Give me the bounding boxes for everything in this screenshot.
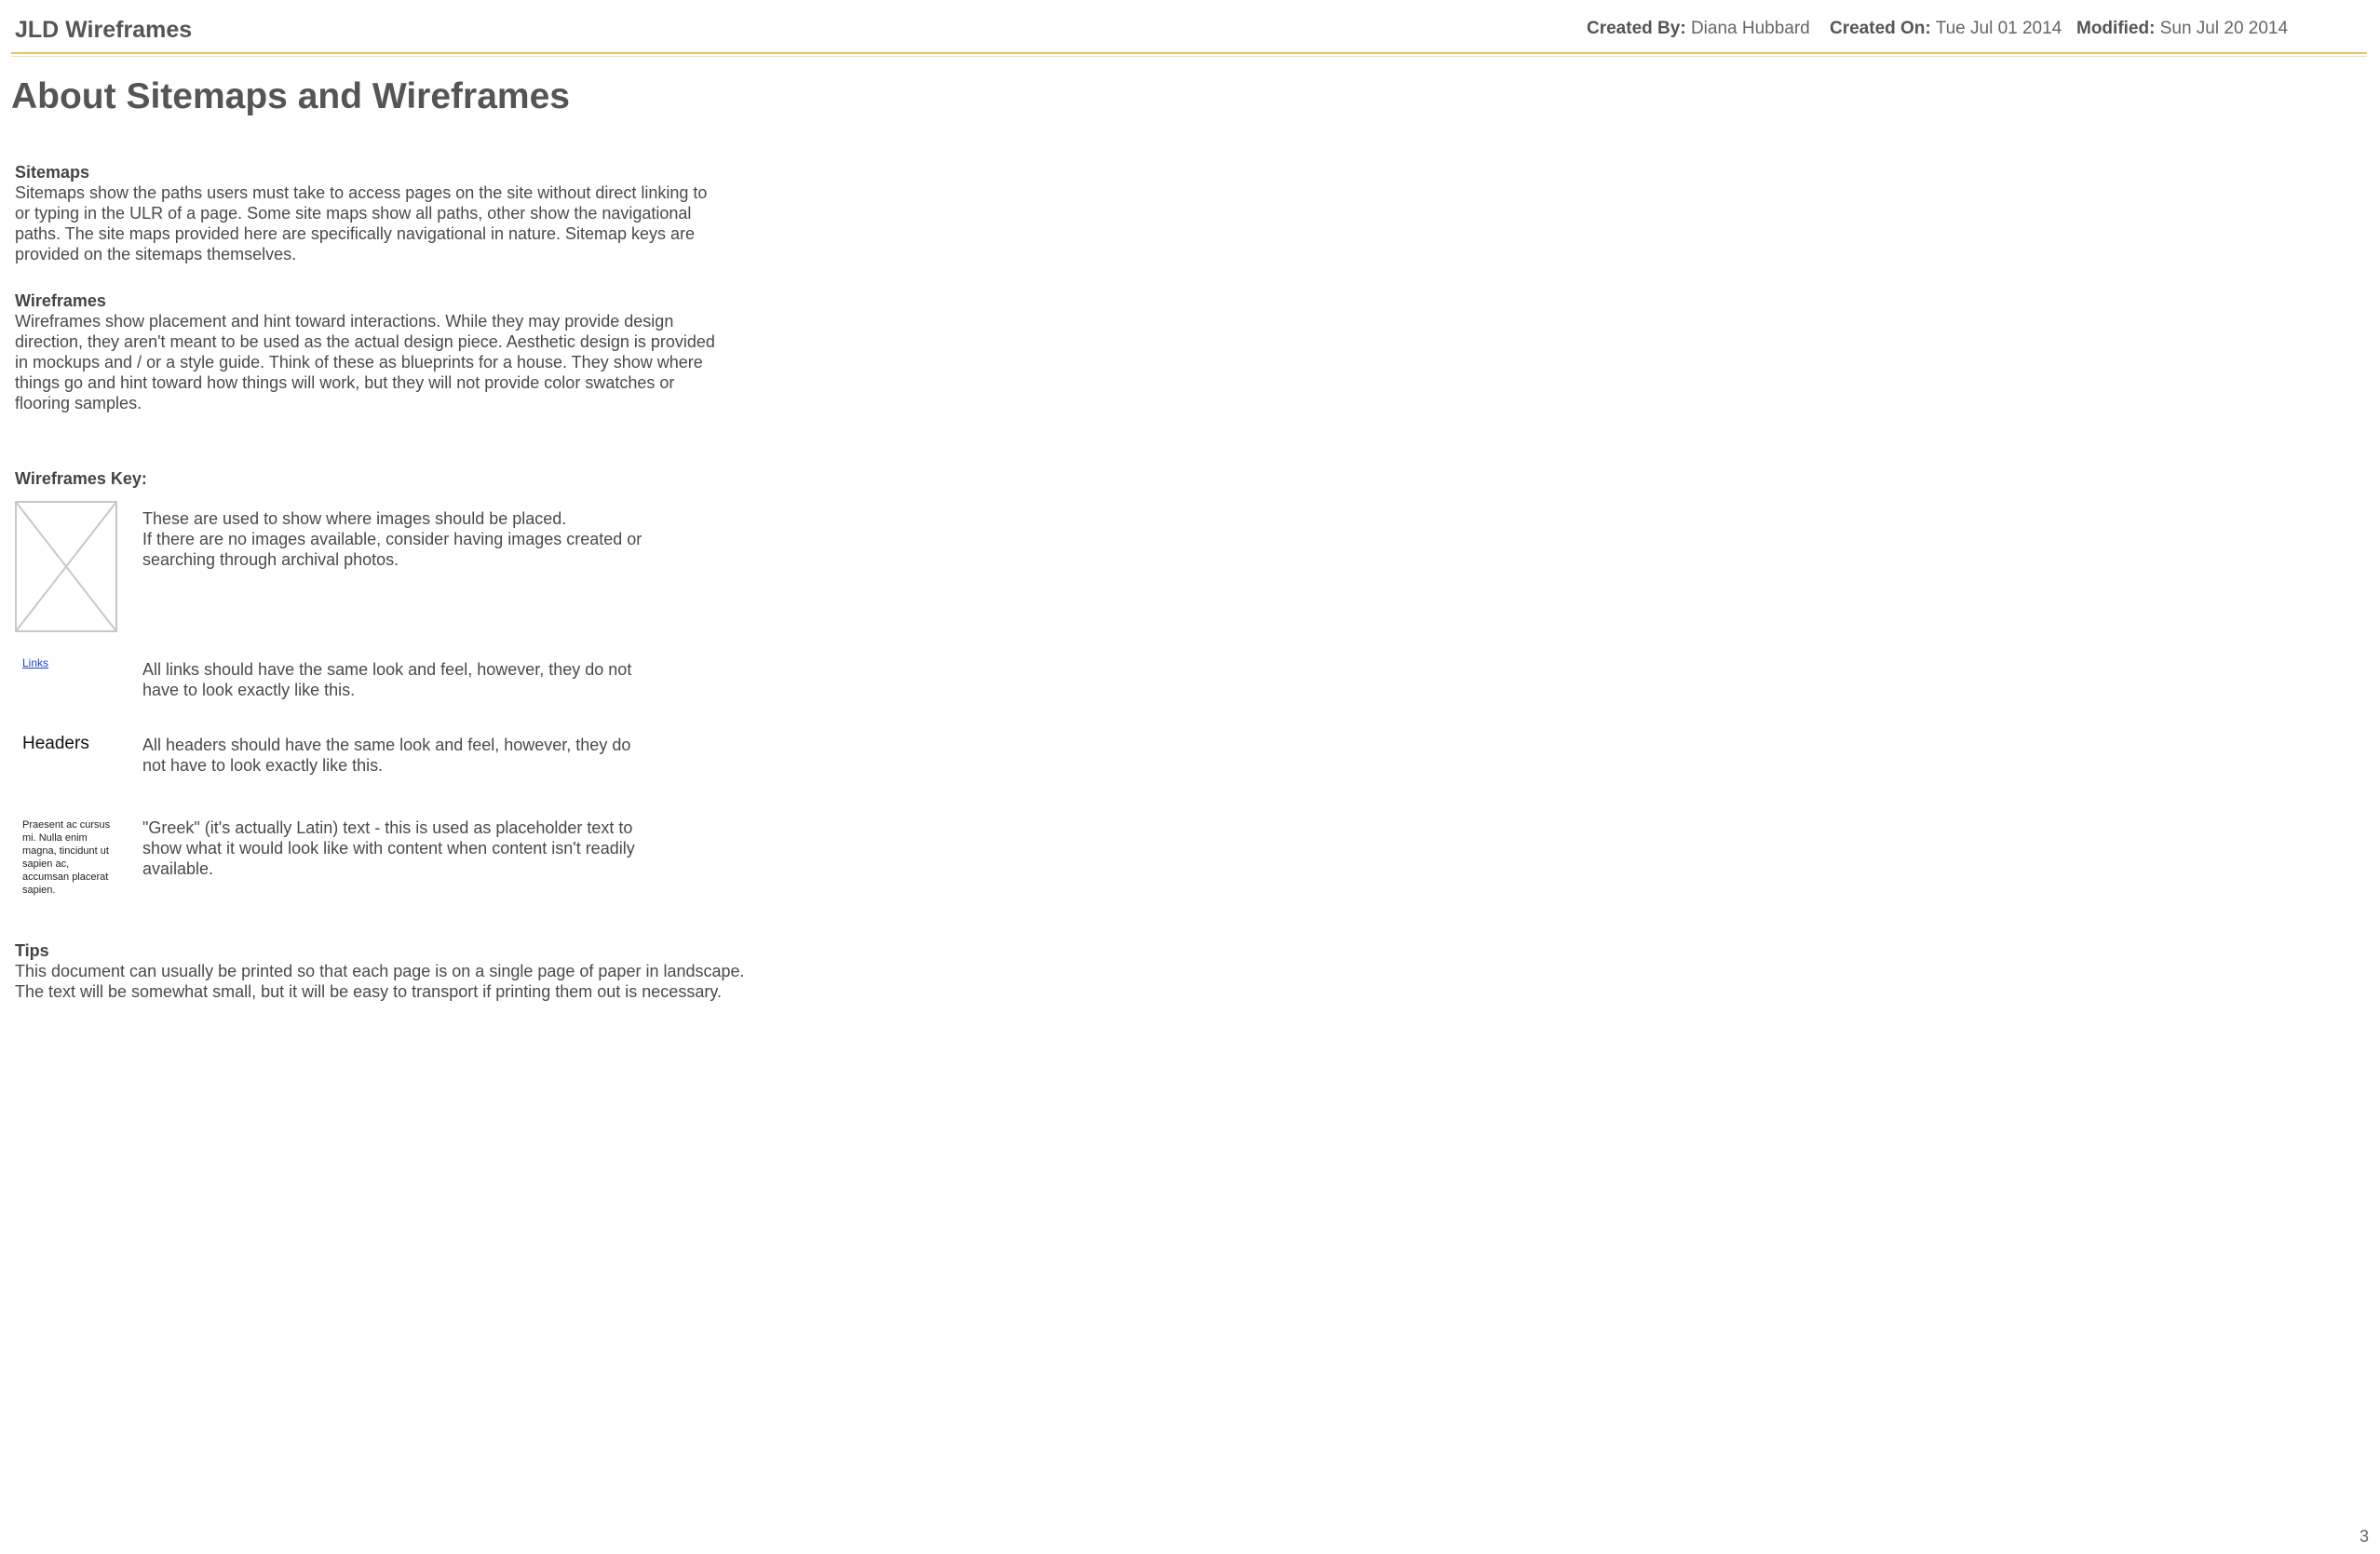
created-by-label: Created By:	[1587, 19, 1686, 38]
images-key-line-1: These are used to show where images should be placed.	[142, 509, 567, 528]
wireframes-section	[15, 291, 732, 413]
created-on-meta	[1830, 19, 2062, 39]
created-by-value: Diana Hubbard	[1690, 19, 1810, 38]
links-key-description: All links should have the same look and feel, however, they do not have to look exactly like this.	[142, 660, 632, 699]
created-on-label: Created On:	[1830, 19, 1931, 38]
created-on-value: Tue Jul 01 2014	[1935, 19, 2062, 38]
tips-section	[15, 940, 751, 1002]
page-title: About Sitemaps and Wireframes	[11, 76, 570, 116]
header-divider-secondary	[11, 56, 2367, 57]
page-number: 3	[2359, 1527, 2369, 1546]
wireframes-body: Wireframes show placement and hint toward interactions. While they may provide design direction, they aren't meant to be used as the actual design piece. Aesthetic design is provided in mockups and / or a style guide. Think of these as blueprints for a house. They show where things go and hint toward how things will work, but they will not provide color swatches or flooring samples.	[15, 312, 715, 412]
headers-sample: Headers	[22, 734, 89, 753]
sitemaps-section	[15, 162, 723, 264]
modified-label: Modified:	[2076, 19, 2156, 38]
app-title: JLD Wireframes	[15, 17, 193, 43]
greek-key-description: "Greek" (it's actually Latin) text - this is used as placeholder text to show what it would look like with content when content isn't readily available.	[142, 818, 635, 878]
tips-heading: Tips	[15, 941, 49, 960]
links-sample-link[interactable]: Links	[22, 656, 49, 669]
wireframes-key-heading: Wireframes Key:	[15, 469, 147, 488]
modified-meta	[2076, 19, 2288, 39]
image-placeholder-icon	[15, 501, 117, 632]
images-key-description	[142, 508, 664, 570]
greek-text-sample: Praesent ac cursus mi. Nulla enim magna, tincidunt ut sapien ac, accumsan placerat sapien.	[22, 819, 111, 896]
header-divider	[11, 52, 2367, 54]
tips-body: This document can usually be printed so that each page is on a single page of paper in landscape. The text will be somewhat small, but it will be easy to transport if printing them out is necessary.	[15, 962, 745, 1001]
headers-key-description: All headers should have the same look and feel, however, they do not have to look exactly like this.	[142, 736, 631, 775]
modified-value: Sun Jul 20 2014	[2159, 19, 2289, 38]
created-by-meta	[1587, 19, 1810, 39]
wireframes-heading: Wireframes	[15, 291, 106, 310]
sitemaps-body: Sitemaps show the paths users must take to access pages on the site without direct linking to or typing in the ULR of a page. Some site maps show all paths, other show the navigational paths. The site maps provided here are specifically navigational in nature. Sitemap keys are provided on the sitemaps themselves.	[15, 183, 708, 264]
images-key-line-2: If there are no images available, consider having images created or searching through archival photos.	[142, 530, 642, 569]
sitemaps-heading: Sitemaps	[15, 163, 90, 182]
